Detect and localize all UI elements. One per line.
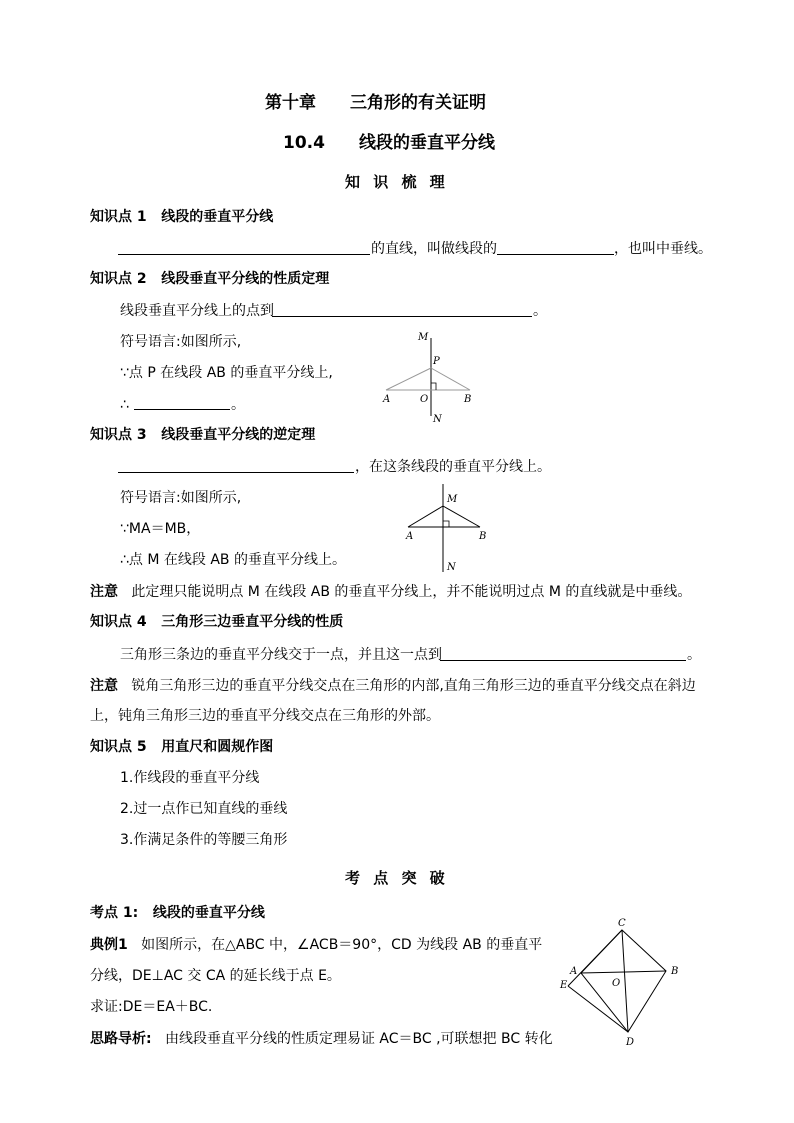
kp5-heading	[90, 737, 273, 757]
kp3-blank-1	[118, 472, 354, 473]
example1-line1	[90, 935, 542, 955]
fig1-label-o: O	[420, 394, 429, 405]
fig2-segment-mb	[443, 506, 480, 527]
example1-label: 典例1	[90, 937, 128, 953]
kp1-blank-1	[118, 254, 370, 255]
kp4-blank-1	[440, 660, 686, 661]
kp5-title: 用直尺和圆规作图	[161, 739, 274, 755]
kp2-heading	[90, 269, 329, 289]
note2-text1: 锐角三角形三边的垂直平分线交点在三角形的内部,直角三角形三边的垂直平分线交点在斜边	[131, 678, 696, 694]
kp4-label: 知识点 4	[90, 614, 147, 630]
kp1-title: 线段的垂直平分线	[161, 209, 274, 225]
note1	[90, 582, 691, 602]
example1-text3: 求证:DE＝EA＋BC.	[90, 999, 213, 1015]
fig1-segment-pa	[386, 368, 431, 390]
figure-example1-diagram	[556, 914, 690, 1050]
kp3-line3: ∵MA＝MB，	[120, 521, 201, 537]
kp3-line4: ∴点 M 在线段 AB 的垂直平分线上。	[120, 552, 346, 568]
fig1-segment-pb	[431, 368, 470, 390]
kp2-line3: ∵点 P 在线段 AB 的垂直平分线上,	[120, 365, 333, 381]
fig3-quadrilateral	[581, 930, 666, 1032]
kp4-line1: 三角形三条边的垂直平分线交于一点，并且这一点到	[120, 647, 442, 663]
fig1-label-m: M	[418, 332, 429, 343]
example1-text1: 如图所示，在△ABC 中，∠ACB＝90°，CD 为线段 AB 的垂直平	[141, 937, 543, 953]
fig1-right-angle-mark	[431, 383, 436, 390]
kp5-item-2: 2.过一点作已知直线的垂线	[120, 801, 288, 817]
kp5-item-1: 1.作线段的垂直平分线	[120, 770, 260, 786]
fig2-right-angle-mark	[443, 521, 449, 527]
fig2-label-b: B	[479, 531, 487, 542]
kp1-blank-2	[497, 254, 614, 255]
kp2-line1-end: 。	[533, 303, 547, 319]
kp5-item-3: 3.作满足条件的等腰三角形	[120, 832, 288, 848]
fig3-label-e: E	[560, 980, 568, 991]
hint-line	[90, 1029, 553, 1049]
fig3-label-b: B	[671, 966, 679, 977]
kp3-title: 线段垂直平分线的逆定理	[161, 427, 316, 443]
fig3-label-c: C	[618, 918, 626, 929]
test1-title: 线段的垂直平分线	[152, 905, 265, 921]
kp1-text2: ，也叫中垂线。	[614, 241, 712, 257]
test1-label: 考点 1:	[90, 905, 139, 921]
kp3-line2: 符号语言:如图所示,	[120, 490, 242, 506]
kp3-line1-end: ，在这条线段的垂直平分线上。	[355, 459, 551, 475]
kp3-heading	[90, 425, 315, 445]
fig3-segment-ed	[568, 986, 628, 1032]
chapter-title: 第十章 三角形的有关证明	[265, 93, 486, 113]
kp2-line4-prefix: ∴	[120, 397, 129, 413]
fig2-label-a: A	[406, 531, 414, 542]
fig3-label-o: O	[612, 978, 621, 989]
kp2-line2: 符号语言:如图所示,	[120, 334, 242, 350]
test1-heading	[90, 903, 265, 923]
heading-knowledge-review: 知 识 梳 理	[345, 173, 449, 191]
fig3-label-d: D	[626, 1037, 635, 1048]
note2-text2: 上，钝角三角形三边的垂直平分线交点在三角形的外部。	[90, 708, 440, 724]
fig3-label-a: A	[570, 966, 578, 977]
fig2-segment-ma	[408, 506, 443, 527]
kp2-blank-1	[272, 316, 532, 317]
kp1-heading	[90, 207, 273, 227]
kp2-label: 知识点 2	[90, 271, 147, 287]
note2-label: 注意	[90, 678, 118, 694]
fig1-label-a: A	[383, 394, 391, 405]
kp2-title: 线段垂直平分线的性质定理	[161, 271, 330, 287]
fig2-label-n: N	[447, 562, 456, 573]
example1-text2: 分线，DE⊥AC 交 CA 的延长线于点 E。	[90, 968, 341, 984]
kp2-line1: 线段垂直平分线上的点到	[120, 303, 274, 319]
figure-perpendicular-bisector-p	[378, 328, 488, 426]
kp3-label: 知识点 3	[90, 427, 147, 443]
kp1-text1: 的直线，叫做线段的	[371, 241, 497, 257]
hint-label: 思路导析:	[90, 1031, 152, 1047]
note1-label: 注意	[90, 584, 118, 600]
kp4-title: 三角形三边垂直平分线的性质	[161, 614, 344, 630]
fig1-label-p: P	[433, 356, 440, 367]
hint-text: 由线段垂直平分线的性质定理易证 AC＝BC ,可联想把 BC 转化	[164, 1031, 553, 1047]
figure-converse-theorem-m	[400, 482, 492, 576]
fig3-segment-cd	[622, 930, 628, 1032]
kp1-label: 知识点 1	[90, 209, 147, 225]
note1-text: 此定理只能说明点 M 在线段 AB 的垂直平分线上，并不能说明过点 M 的直线就是中垂线。	[131, 584, 692, 600]
note2-line1	[90, 676, 696, 696]
kp2-line4-end: 。	[231, 397, 245, 413]
heading-test-points: 考 点 突 破	[345, 869, 449, 887]
kp4-line1-end: 。	[687, 647, 701, 663]
kp5-label: 知识点 5	[90, 739, 147, 755]
fig3-segment-ab	[581, 971, 666, 973]
kp4-heading	[90, 612, 343, 632]
fig2-label-m: M	[447, 494, 458, 505]
section-title: 10.4 线段的垂直平分线	[283, 133, 495, 153]
fig1-label-n: N	[433, 414, 442, 425]
fig1-label-b: B	[464, 394, 472, 405]
kp2-blank-2	[134, 409, 230, 410]
